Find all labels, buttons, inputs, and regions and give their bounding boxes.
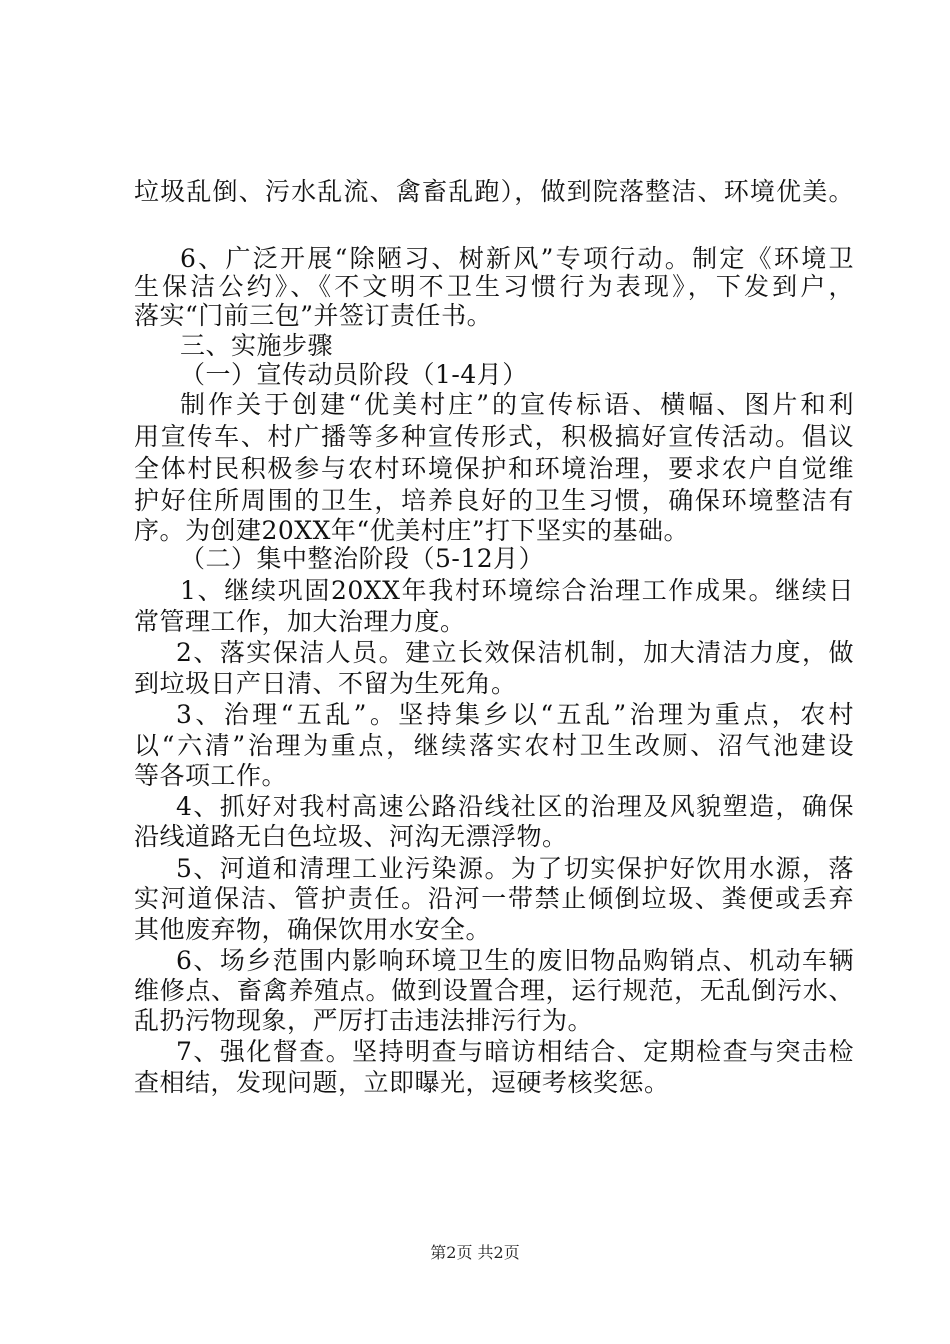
body-text-line: 6、场乡范围内影响环境卫生的废旧物品购销点、机动车辆 <box>176 946 854 975</box>
body-text-line: 到垃圾日产日清、不留为生死角。 <box>134 669 517 698</box>
body-text-line: 常管理工作，加大治理力度。 <box>134 607 466 636</box>
body-text-line: 4、抓好对我村高速公路沿线社区的治理及风貌塑造，确保 <box>176 792 854 821</box>
body-text-line: 序。为创建20XX年“优美村庄”打下坚实的基础。 <box>134 516 689 545</box>
body-text-line: 以“六清”治理为重点，继续落实农村卫生改厕、沼气池建设 <box>134 731 854 760</box>
body-text-line: 护好住所周围的卫生，培养良好的卫生习惯，确保环境整洁有 <box>134 486 854 515</box>
subsection-heading: （一）宣传动员阶段（1-4月） <box>180 360 528 389</box>
body-text-line: 等各项工作。 <box>134 761 288 790</box>
body-text-line: 制作关于创建“优美村庄”的宣传标语、横幅、图片和利 <box>180 390 854 419</box>
body-text-line: 查相结，发现问题，立即曝光，逗硬考核奖惩。 <box>134 1068 670 1097</box>
page-number-footer: 第2页 共2页 <box>430 1243 520 1262</box>
body-text-line: 1、继续巩固20XX年我村环境综合治理工作成果。继续日 <box>180 576 854 605</box>
subsection-heading: （二）集中整治阶段（5-12月） <box>180 544 545 573</box>
body-text-line: 全体村民积极参与农村环境保护和环境治理，要求农户自觉维 <box>134 454 854 483</box>
body-text-line: 5、河道和清理工业污染源。为了切实保护好饮用水源，落 <box>176 854 854 883</box>
body-text-line: 7、强化督查。坚持明查与暗访相结合、定期检查与突击检 <box>176 1037 854 1066</box>
body-text-line: 维修点、畜禽养殖点。做到设置合理，运行规范，无乱倒污水、 <box>134 976 854 1005</box>
body-text-line: 实河道保洁、管护责任。沿河一带禁止倾倒垃圾、粪便或丢弃 <box>134 884 854 913</box>
section-heading: 三、实施步骤 <box>180 331 334 360</box>
body-text-line: 用宣传车、村广播等多种宣传形式，积极搞好宣传活动。倡议 <box>134 422 854 451</box>
body-text-line: 生保洁公约》、《不文明不卫生习惯行为表现》，下发到户， <box>134 272 854 301</box>
body-text-line: 垃圾乱倒、污水乱流、禽畜乱跑），做到院落整洁、环境优美。 <box>134 177 854 206</box>
body-text-line: 沿线道路无白色垃圾、河沟无漂浮物。 <box>134 822 568 851</box>
body-text-line: 3、治理“五乱”。坚持集乡以“五乱”治理为重点，农村 <box>176 700 854 729</box>
body-text-line: 落实“门前三包”并签订责任书。 <box>134 301 493 330</box>
body-text-line: 其他废弃物，确保饮用水安全。 <box>134 915 492 944</box>
body-text-line: 6、广泛开展“除陋习、树新风”专项行动。制定《环境卫 <box>180 244 854 273</box>
body-text-line: 乱扔污物现象，严厉打击违法排污行为。 <box>134 1006 594 1035</box>
body-text-line: 2、落实保洁人员。建立长效保洁机制，加大清洁力度，做 <box>176 638 854 667</box>
